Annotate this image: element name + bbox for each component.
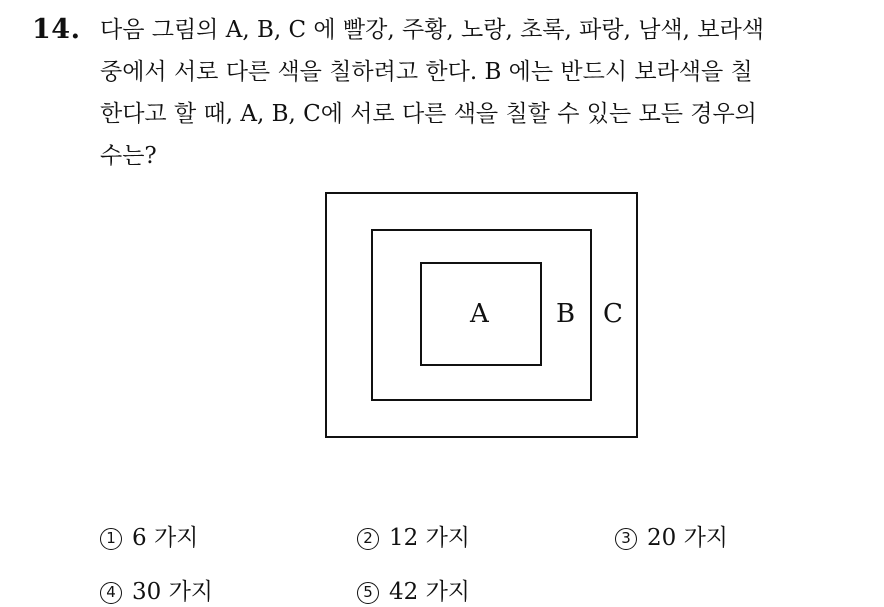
choice-marker-2: 2	[357, 528, 379, 550]
question-text-line-3: 한다고 할 때, A, B, C에 서로 다른 색을 칠할 수 있는 모든 경우의	[100, 101, 757, 127]
question-number: 14.	[32, 14, 81, 45]
region-b-label: B	[556, 299, 576, 329]
region-a-rectangle	[420, 262, 542, 366]
choice-text-1: 6 가지	[132, 525, 199, 551]
choice-marker-3: 3	[615, 528, 637, 550]
question-text-line-4: 수는?	[100, 143, 157, 169]
answer-choice-2[interactable]	[357, 527, 470, 550]
region-c-label: C	[603, 299, 623, 329]
answer-choice-1[interactable]	[100, 527, 198, 550]
region-a-label: A	[470, 299, 489, 329]
answer-choice-4[interactable]	[100, 581, 213, 604]
region-c-rectangle	[325, 192, 638, 438]
answer-choice-3[interactable]	[615, 527, 728, 550]
choice-text-5: 42 가지	[389, 579, 471, 605]
question-text-line-1: 다음 그림의 A, B, C 에 빨강, 주황, 노랑, 초록, 파랑, 남색, 보라색	[100, 17, 764, 43]
choice-marker-1: 1	[100, 528, 122, 550]
choice-marker-5: 5	[357, 582, 379, 604]
choice-text-4: 30 가지	[132, 579, 214, 605]
answer-choice-5[interactable]	[357, 581, 470, 604]
region-b-rectangle	[371, 229, 592, 401]
choice-text-3: 20 가지	[647, 525, 729, 551]
choice-text-2: 12 가지	[389, 525, 471, 551]
choice-marker-4: 4	[100, 582, 122, 604]
question-text-line-2: 중에서 서로 다른 색을 칠하려고 한다. B 에는 반드시 보라색을 칠	[100, 59, 753, 85]
